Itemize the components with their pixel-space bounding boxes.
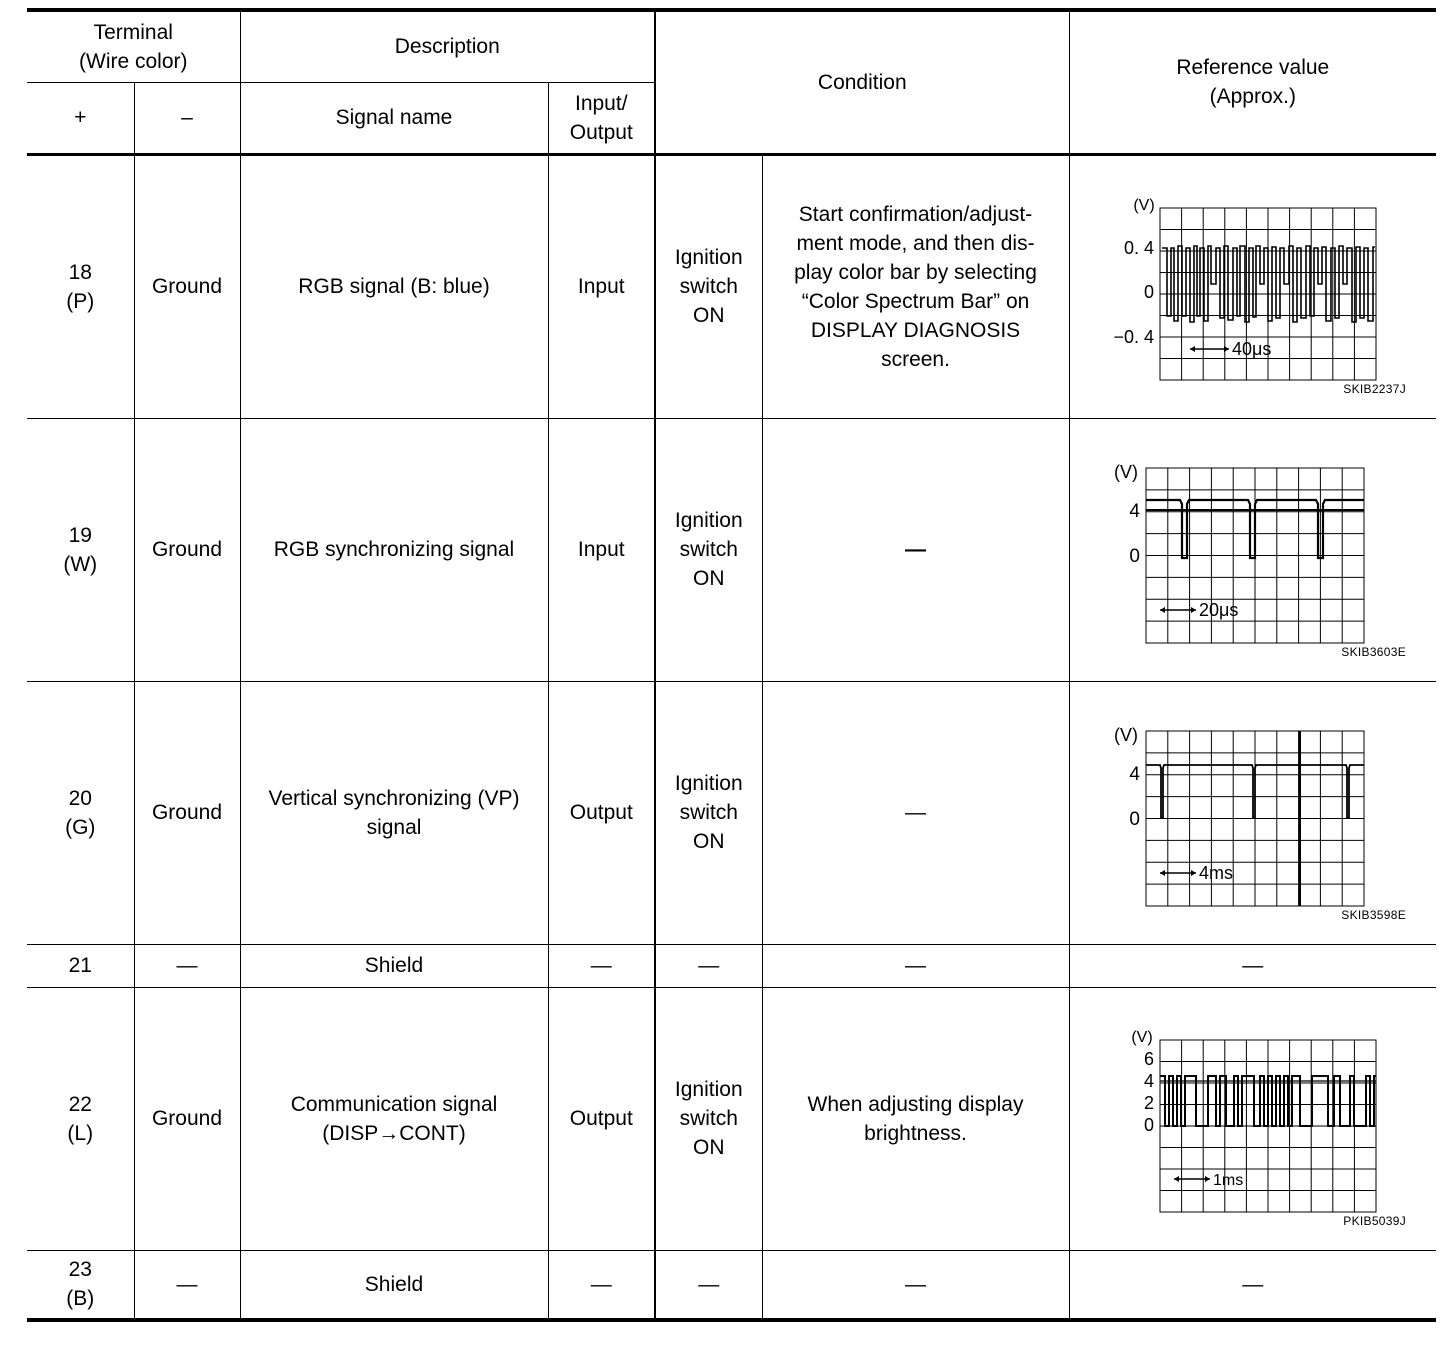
header-terminal: Terminal (Wire color) (27, 10, 240, 82)
reference-cell: — (1069, 944, 1436, 987)
unit-label: (V) (1132, 196, 1155, 214)
y-tick-label: 4 (1128, 501, 1140, 522)
unit-label: (V) (1113, 725, 1138, 745)
y-tick-label: 0 (1128, 546, 1140, 567)
condition-cell: — (655, 944, 762, 987)
reference-cell (1069, 154, 1436, 418)
io-cell: — (548, 1250, 655, 1320)
y-tick-label: 6 (1143, 1049, 1154, 1069)
table-row (27, 987, 1436, 1250)
header-reference: Reference value (Approx.) (1069, 10, 1436, 154)
signal-cell: Vertical synchronizing (VP) signal (240, 681, 548, 944)
signal-cell: Shield (240, 944, 548, 987)
terminal-cell: 22 (L) (27, 987, 134, 1250)
condition-cell: Ignition switch ON (655, 154, 762, 418)
terminal-cell: 18 (P) (27, 154, 134, 418)
reference-cell (1069, 681, 1436, 944)
time-scale-label: 40μs (1231, 338, 1271, 359)
y-tick-label: 0 (1143, 1115, 1154, 1135)
unit-label: (V) (1113, 462, 1138, 482)
signal-cell: RGB synchronizing signal (240, 418, 548, 681)
y-tick-label: 2 (1143, 1093, 1154, 1113)
y-tick-label: 0. 4 (1123, 237, 1154, 258)
reference-cell (1069, 987, 1436, 1250)
time-scale-label: 1ms (1212, 1172, 1243, 1189)
figure-code: PKIB5039J (1343, 1213, 1407, 1228)
io-cell: — (548, 944, 655, 987)
signal-cell: Shield (240, 1250, 548, 1320)
table-row (27, 1250, 1436, 1320)
detail-cell: — (762, 944, 1069, 987)
signal-cell: Communication signal (DISP→CONT) (240, 987, 548, 1250)
condition-cell: Ignition switch ON (655, 681, 762, 944)
terminal-cell: 21 (27, 944, 134, 987)
table-row (27, 944, 1436, 987)
y-tick-label: 0 (1143, 281, 1154, 302)
ground-cell: Ground (134, 987, 240, 1250)
reference-cell: — (1069, 1250, 1436, 1320)
y-tick-label: −0. 4 (1112, 326, 1154, 347)
reference-cell (1069, 418, 1436, 681)
detail-cell: — (762, 418, 1069, 681)
ground-cell: Ground (134, 154, 240, 418)
time-scale-label: 4ms (1198, 863, 1233, 883)
header-minus: – (134, 82, 240, 154)
figure-code: SKIB3598E (1341, 907, 1407, 922)
detail-cell: — (762, 681, 1069, 944)
io-cell: Input (548, 154, 655, 418)
io-cell: Input (548, 418, 655, 681)
header-signal-name: Signal name (240, 82, 548, 154)
figure-code: SKIB3603E (1341, 644, 1407, 659)
condition-cell: Ignition switch ON (655, 418, 762, 681)
time-scale-label: 20μs (1198, 600, 1238, 620)
figure-code: SKIB2237J (1343, 381, 1407, 396)
terminal-cell: 23 (B) (27, 1250, 134, 1320)
table-row (27, 418, 1436, 681)
table-row (27, 681, 1436, 944)
signal-cell: RGB signal (B: blue) (240, 154, 548, 418)
terminal-cell: 20 (G) (27, 681, 134, 944)
y-tick-label: 4 (1143, 1071, 1154, 1091)
io-cell: Output (548, 987, 655, 1250)
table-row (27, 154, 1436, 418)
ground-cell: — (134, 1250, 240, 1320)
terminal-reference-table (27, 8, 1436, 1322)
io-cell: Output (548, 681, 655, 944)
y-tick-label: 4 (1128, 764, 1140, 785)
detail-cell: — (762, 1250, 1069, 1320)
ground-cell: Ground (134, 681, 240, 944)
unit-label: (V) (1130, 1029, 1153, 1046)
header-io: Input/ Output (548, 82, 655, 154)
header-condition: Condition (655, 10, 1069, 154)
y-tick-label: 0 (1128, 809, 1140, 830)
detail-cell: When adjusting display brightness. (762, 987, 1069, 1250)
condition-cell: — (655, 1250, 762, 1320)
header-plus: + (27, 82, 134, 154)
detail-cell: Start confirmation/adjust- ment mode, and then dis- play color bar by selecting “Color Spectrum Bar” on DISPLAY DIAGNOSIS screen. (762, 154, 1069, 418)
ground-cell: Ground (134, 418, 240, 681)
header-description: Description (240, 10, 655, 82)
terminal-cell: 19 (W) (27, 418, 134, 681)
condition-cell: Ignition switch ON (655, 987, 762, 1250)
ground-cell: — (134, 944, 240, 987)
